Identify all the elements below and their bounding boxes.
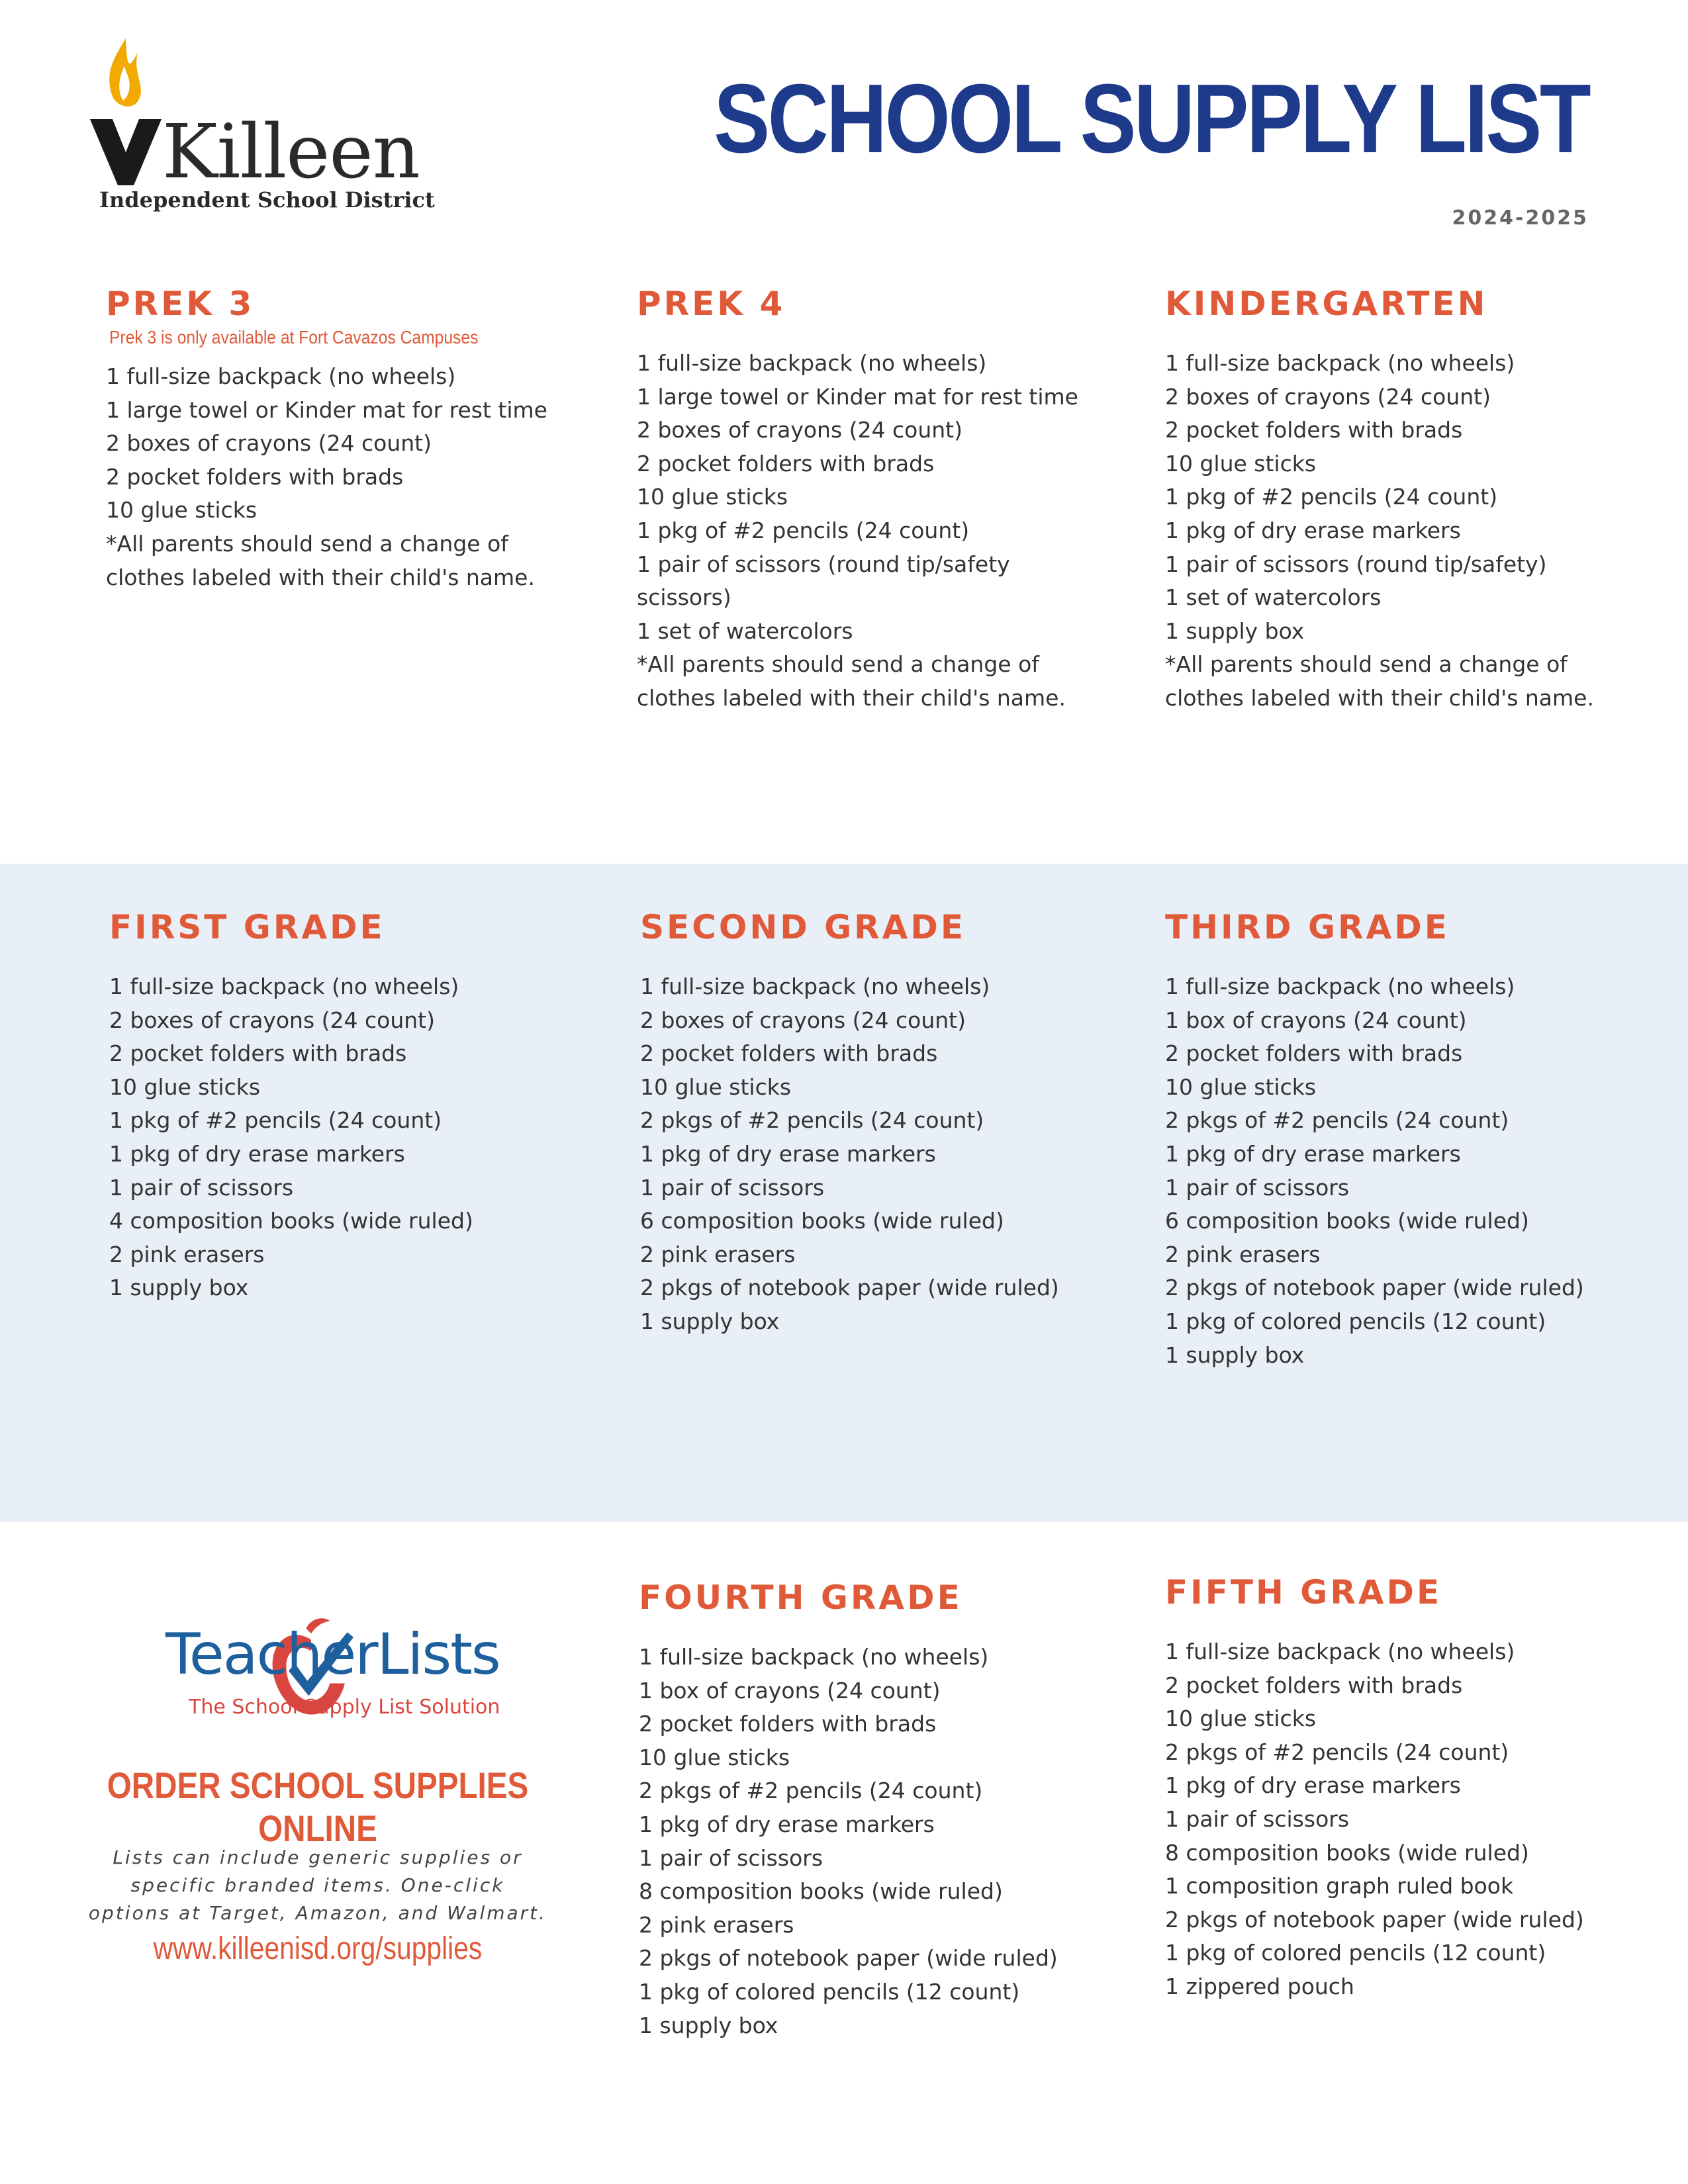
grade-prek3 (106, 285, 583, 594)
list-item: 2 boxes of crayons (24 count) (109, 1007, 435, 1033)
logo-subtitle: Independent School District (99, 187, 435, 212)
grade-third (1165, 908, 1642, 1372)
list-item: 10 glue sticks (1165, 1706, 1317, 1732)
list-item: 1 full-size backpack (no wheels) (1165, 1639, 1515, 1664)
list-item: 2 boxes of crayons (24 count) (106, 430, 432, 457)
list-item: 1 pkg of dry erase markers (109, 1140, 405, 1167)
district-logo (86, 33, 444, 225)
grade-fifth (1165, 1573, 1642, 2004)
list-item: 1 supply box (1165, 1342, 1305, 1368)
list-item: 2 pkgs of notebook paper (wide ruled) (639, 1945, 1058, 1972)
list-item: 2 pocket folders with brads (1165, 1672, 1463, 1698)
list-item: 10 glue sticks (1165, 450, 1317, 477)
supply-list (640, 970, 1117, 1339)
list-item: 2 pink erasers (109, 1241, 265, 1267)
list-item: 2 boxes of crayons (24 count) (1165, 383, 1491, 410)
list-item: 10 glue sticks (1165, 1073, 1317, 1100)
list-item: 1 set of watercolors (1165, 584, 1382, 611)
list-item: 1 full-size backpack (no wheels) (1165, 350, 1515, 376)
list-item: scissors) (637, 584, 731, 611)
list-item: 4 composition books (wide ruled) (109, 1208, 473, 1234)
list-item: 1 set of watercolors (637, 617, 853, 644)
list-item: 2 pocket folders with brads (106, 463, 404, 490)
grade-title: THIRD GRADE (1165, 908, 1450, 946)
list-item: 10 glue sticks (106, 497, 258, 523)
order-online-heading: ORDER SCHOOL SUPPLIES ONLINE (107, 1764, 529, 1849)
list-item: 2 pocket folders with brads (1165, 417, 1463, 443)
list-item: 1 pair of scissors (round tip/safety) (1165, 551, 1547, 577)
list-item: 1 supply box (1165, 617, 1305, 644)
list-item: 1 supply box (639, 2012, 778, 2038)
grade-first (109, 908, 586, 1305)
grade-title: PREK 4 (637, 285, 786, 323)
list-item: 2 pocket folders with brads (640, 1040, 938, 1067)
supplies-link[interactable]: www.killeenisd.org/supplies (153, 1931, 483, 1966)
list-item: 1 pkg of #2 pencils (24 count) (109, 1107, 442, 1134)
list-item: 1 pkg of #2 pencils (24 count) (1165, 484, 1498, 510)
list-item: 1 pkg of dry erase markers (640, 1140, 936, 1167)
grade-title: KINDERGARTEN (1165, 285, 1488, 323)
list-item: 1 box of crayons (24 count) (639, 1677, 941, 1704)
grade-note: Prek 3 is only available at Fort Cavazos Campuses (109, 327, 479, 347)
list-item: 1 pkg of dry erase markers (1165, 1772, 1461, 1799)
teacherlists-tagline: The School Supply List Solution (189, 1696, 500, 1719)
list-item: 1 pkg of colored pencils (12 count) (1165, 1308, 1546, 1334)
list-item: 6 composition books (wide ruled) (1165, 1208, 1529, 1234)
list-item: 1 pair of scissors (640, 1174, 825, 1201)
list-item: 2 pkgs of #2 pencils (24 count) (1165, 1739, 1509, 1765)
school-year: 2024-2025 (1452, 206, 1589, 230)
list-item: 2 pink erasers (639, 1911, 794, 1938)
grade-title: FIRST GRADE (109, 908, 385, 946)
list-item: 1 pair of scissors (round tip/safety (637, 551, 1010, 577)
list-item: 1 full-size backpack (no wheels) (1165, 974, 1515, 999)
supply-list (639, 1641, 1115, 2042)
supply-list (637, 347, 1113, 715)
list-item: 6 composition books (wide ruled) (640, 1208, 1004, 1234)
list-item: 1 full-size backpack (no wheels) (640, 974, 990, 999)
logo-wordmark: Killeen (162, 109, 420, 195)
grade-prek4 (637, 285, 1113, 715)
grade-title: FOURTH GRADE (639, 1578, 962, 1617)
list-item: 1 pair of scissors (1165, 1174, 1350, 1201)
list-item: 8 composition books (wide ruled) (1165, 1839, 1529, 1866)
list-item: 10 glue sticks (640, 1073, 792, 1100)
grade-title: SECOND GRADE (640, 908, 966, 946)
list-item: 8 composition books (wide ruled) (639, 1878, 1003, 1905)
grade-fourth (639, 1578, 1115, 2042)
list-item: 10 glue sticks (637, 484, 788, 510)
list-item: *All parents should send a change of (637, 651, 1039, 678)
list-item: 2 pkgs of notebook paper (wide ruled) (640, 1275, 1059, 1301)
torch-icon (86, 33, 165, 185)
supply-list (106, 360, 583, 594)
list-item: 1 supply box (640, 1308, 780, 1334)
list-item: 2 pkgs of #2 pencils (24 count) (1165, 1107, 1509, 1134)
list-item: 10 glue sticks (639, 1744, 790, 1770)
grade-kindergarten (1165, 285, 1642, 715)
list-item: 2 pkgs of #2 pencils (24 count) (640, 1107, 984, 1134)
list-item: *All parents should send a change of (106, 530, 508, 557)
list-item: 1 pair of scissors (109, 1174, 294, 1201)
list-item: 2 pocket folders with brads (1165, 1040, 1463, 1067)
list-item: clothes labeled with their child's name. (637, 684, 1066, 711)
list-item: 2 pink erasers (640, 1241, 796, 1267)
list-item: 1 pkg of colored pencils (12 count) (1165, 1940, 1546, 1966)
supply-list (109, 970, 586, 1305)
list-item: 2 boxes of crayons (24 count) (637, 417, 962, 443)
supply-list (1165, 1635, 1642, 2004)
grade-second (640, 908, 1117, 1339)
list-item: 1 zippered pouch (1165, 1973, 1354, 1999)
list-item: 1 pkg of dry erase markers (1165, 1140, 1461, 1167)
list-item: 1 large towel or Kinder mat for rest time (637, 383, 1078, 410)
list-item: 1 pkg of dry erase markers (639, 1811, 935, 1837)
grade-title: FIFTH GRADE (1165, 1573, 1442, 1612)
list-item: 1 full-size backpack (no wheels) (639, 1644, 989, 1670)
list-item: 2 pkgs of notebook paper (wide ruled) (1165, 1275, 1584, 1301)
list-item: 2 pocket folders with brads (109, 1040, 407, 1067)
order-description: Lists can include generic supplies or specific branded items. One-click options at Target, Amazon, and Walmart. (88, 1846, 547, 1924)
list-item: 1 composition graph ruled book (1165, 1873, 1514, 1899)
list-item: 1 pkg of colored pencils (12 count) (639, 1978, 1020, 2005)
page-title: SCHOOL SUPPLY LIST (713, 64, 1589, 173)
list-item: 1 full-size backpack (no wheels) (637, 350, 987, 376)
list-item: 2 boxes of crayons (24 count) (640, 1007, 966, 1033)
list-item: 1 supply box (109, 1275, 249, 1301)
list-item: 1 full-size backpack (no wheels) (109, 974, 459, 999)
list-item: 10 glue sticks (109, 1073, 261, 1100)
list-item: 2 pkgs of notebook paper (wide ruled) (1165, 1906, 1584, 1933)
list-item: clothes labeled with their child's name. (106, 564, 535, 590)
teacherlists-brand: TeacherLists (165, 1621, 500, 1688)
grade-title: PREK 3 (106, 285, 255, 323)
list-item: 1 pkg of #2 pencils (24 count) (637, 517, 970, 543)
list-item: clothes labeled with their child's name. (1165, 684, 1594, 711)
list-item: 1 pair of scissors (1165, 1805, 1350, 1832)
list-item: 1 full-size backpack (no wheels) (106, 363, 456, 389)
list-item: 2 pink erasers (1165, 1241, 1321, 1267)
list-item: 1 box of crayons (24 count) (1165, 1007, 1467, 1033)
list-item: 2 pocket folders with brads (637, 450, 935, 477)
list-item: 1 pkg of dry erase markers (1165, 517, 1461, 543)
list-item: 1 pair of scissors (639, 1844, 823, 1871)
list-item: 2 pocket folders with brads (639, 1711, 937, 1737)
list-item: 2 pkgs of #2 pencils (24 count) (639, 1778, 983, 1804)
supply-list (1165, 970, 1642, 1372)
list-item: 1 large towel or Kinder mat for rest time (106, 396, 547, 423)
list-item: *All parents should send a change of (1165, 651, 1568, 678)
supply-list (1165, 347, 1642, 715)
